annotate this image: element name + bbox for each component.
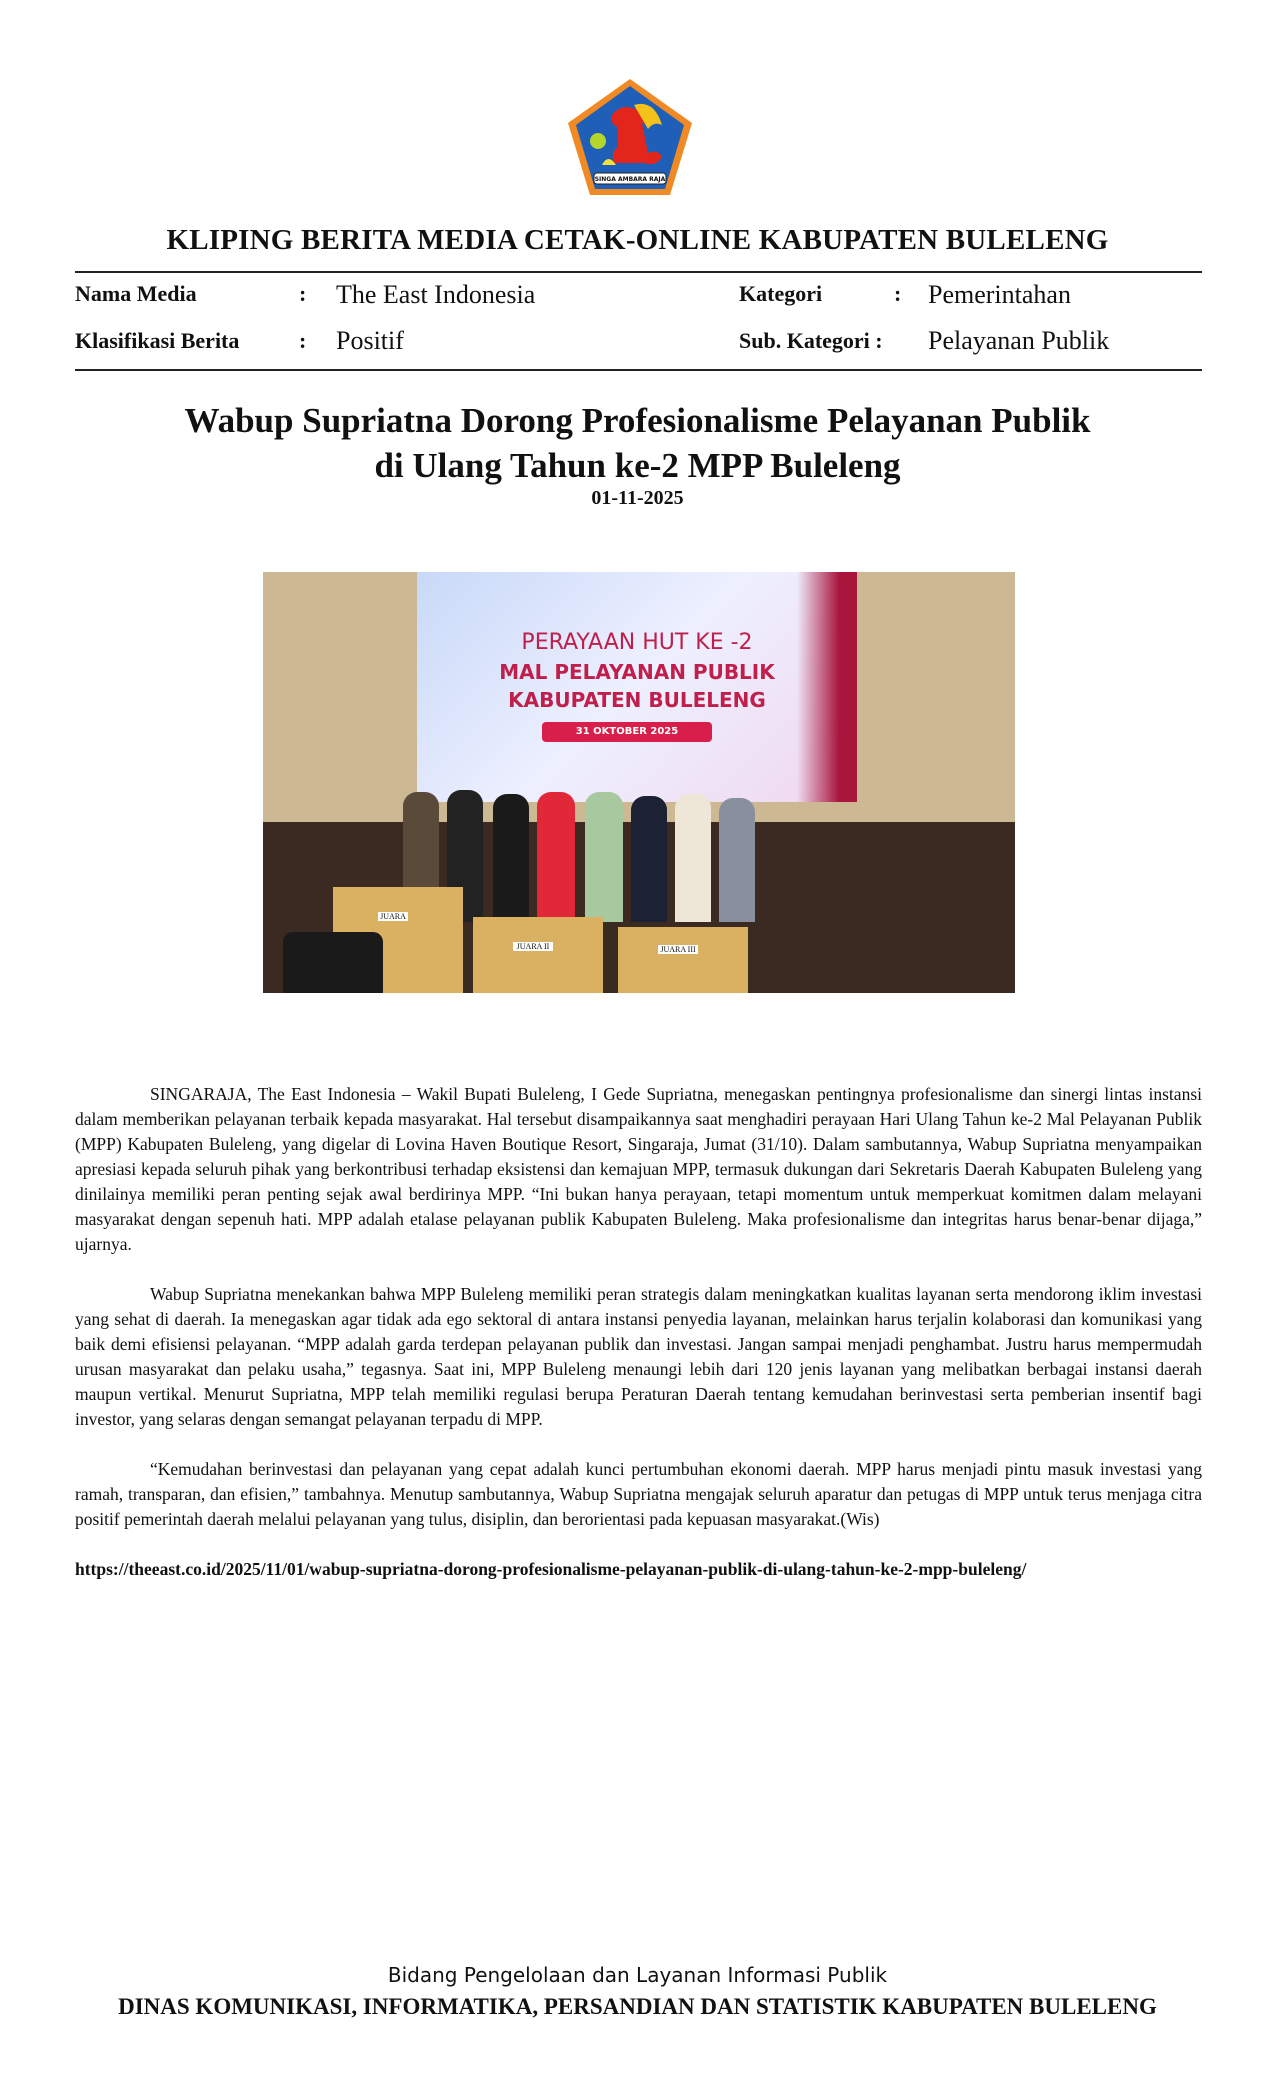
- divider-bottom: [75, 369, 1202, 371]
- box-3-label: JUARA III: [658, 945, 698, 954]
- buleleng-logo: [564, 75, 696, 199]
- paragraph-3: “Kemudahan berinvestasi dan pelayanan yang cepat adalah kunci pertumbuhan ekonomi daerah. MPP harus menjadi pintu masuk investasi yang ramah, transparan, dan efisien,” tambahnya. Menutup sambutannya, Wabup Supriatna mengajak seluruh aparatur dan petugas di MPP untuk terus menjaga citra positif pemerintah daerah melalui pelayanan yang tulus, disiplin, dan berorientasi pada kepuasan masyarakat.(Wis): [75, 1459, 1202, 1529]
- box-2-label: JUARA II: [513, 942, 553, 951]
- screen-line-3: KABUPATEN BULELENG: [508, 688, 766, 712]
- headline-line-1: Wabup Supriatna Dorong Profesionalisme Pelayanan Publik: [184, 401, 1091, 440]
- divider-top: [75, 271, 1202, 273]
- speaker: [283, 932, 383, 993]
- subkategori-label: Sub. Kategori :: [739, 328, 883, 353]
- photo-screen: [417, 572, 857, 802]
- article-date: 01-11-2025: [591, 487, 684, 509]
- screen-line-2: MAL PELAYANAN PUBLIK: [499, 660, 775, 684]
- paragraph-2: Wabup Supriatna menekankan bahwa MPP Buleleng memiliki peran strategis dalam meningkatkan kualitas layanan serta mendorong iklim investasi yang sehat di daerah. Ia menegaskan agar tidak ada ego sektoral di antara instansi penyedia layanan, melainkan harus terjalin kolaborasi dan komunikasi yang baik demi efisiensi pelayanan. “MPP adalah garda terdepan pelayanan publik dan investasi. Jangan sampai menjadi penghambat. Justru harus mempermudah urusan masyarakat dan pelaku usaha,” tegasnya. Saat ini, MPP Buleleng menaungi lebih dari 120 jenis layanan yang melibatkan berbagai instansi daerah maupun vertikal. Menurut Supriatna, MPP telah memiliki regulasi berupa Peraturan Daerah tentang kemudahan berinvestasi serta pemberian insentif bagi investor, yang selaras dengan semangat pelayanan terpadu di MPP.: [75, 1284, 1202, 1429]
- kategori-value: Pemerintahan: [928, 280, 1071, 309]
- footer-agency: DINAS KOMUNIKASI, INFORMATIKA, PERSANDIAN DAN STATISTIK KABUPATEN BULELENG: [118, 1994, 1157, 2019]
- source-url-link[interactable]: https://theeast.co.id/2025/11/01/wabup-supriatna-dorong-profesionalisme-pelayanan-publik-di-ulang-tahun-ke-2-mpp-buleleng/: [75, 1559, 1027, 1579]
- kategori-label: Kategori: [739, 281, 823, 306]
- prize-box-2: [473, 917, 603, 993]
- screen-date: 31 OKTOBER 2025: [542, 722, 712, 742]
- document-title: KLIPING BERITA MEDIA CETAK-ONLINE KABUPATEN BULELENG: [166, 224, 1109, 256]
- prize-box-3: [618, 927, 748, 993]
- screen-ribbon: [797, 572, 857, 802]
- kategori-colon: :: [894, 281, 902, 306]
- screen-line-1: PERAYAAN HUT KE -2: [521, 630, 753, 655]
- article-body: [75, 1082, 1202, 1607]
- klasifikasi-colon: :: [299, 328, 307, 353]
- box-1-label: JUARA: [378, 912, 408, 921]
- media-value: The East Indonesia: [336, 280, 536, 309]
- headline-line-2: di Ulang Tahun ke-2 MPP Buleleng: [374, 446, 901, 485]
- media-colon: :: [299, 281, 307, 306]
- svg-text:SINGA AMBARA RAJA: SINGA AMBARA RAJA: [594, 176, 666, 183]
- klasifikasi-value: Positif: [336, 326, 404, 355]
- article-headline: [0, 398, 1275, 488]
- footer-division: Bidang Pengelolaan dan Layanan Informasi Publik: [387, 1963, 888, 1987]
- paragraph-1: SINGARAJA, The East Indonesia – Wakil Bupati Buleleng, I Gede Supriatna, menegaskan pentingnya profesionalisme dan sinergi lintas instansi dalam memberikan pelayanan terbaik kepada masyarakat. Hal tersebut disampaikannya saat menghadiri perayaan Hari Ulang Tahun ke-2 Mal Pelayanan Publik (MPP) Kabupaten Buleleng, yang digelar di Lovina Haven Boutique Resort, Singaraja, Jumat (31/10). Dalam sambutannya, Wabup Supriatna menyampaikan apresiasi kepada seluruh pihak yang berkontribusi terhadap eksistensi dan kemajuan MPP, termasuk dukungan dari Sekretaris Daerah Kabupaten Buleleng yang dinilainya memiliki peran penting sejak awal berdirinya MPP. “Ini bukan hanya perayaan, tetapi momentum untuk memperkuat komitmen dalam melayani masyarakat dengan sepenuh hati. MPP adalah etalase pelayanan publik Kabupaten Buleleng. Maka profesionalisme dan integritas harus benar-benar dijaga,” ujarnya.: [75, 1084, 1202, 1254]
- media-label: Nama Media: [75, 281, 197, 306]
- klasifikasi-label: Klasifikasi Berita: [75, 328, 240, 353]
- subkategori-value: Pelayanan Publik: [928, 326, 1110, 355]
- article-photo: [263, 572, 1015, 993]
